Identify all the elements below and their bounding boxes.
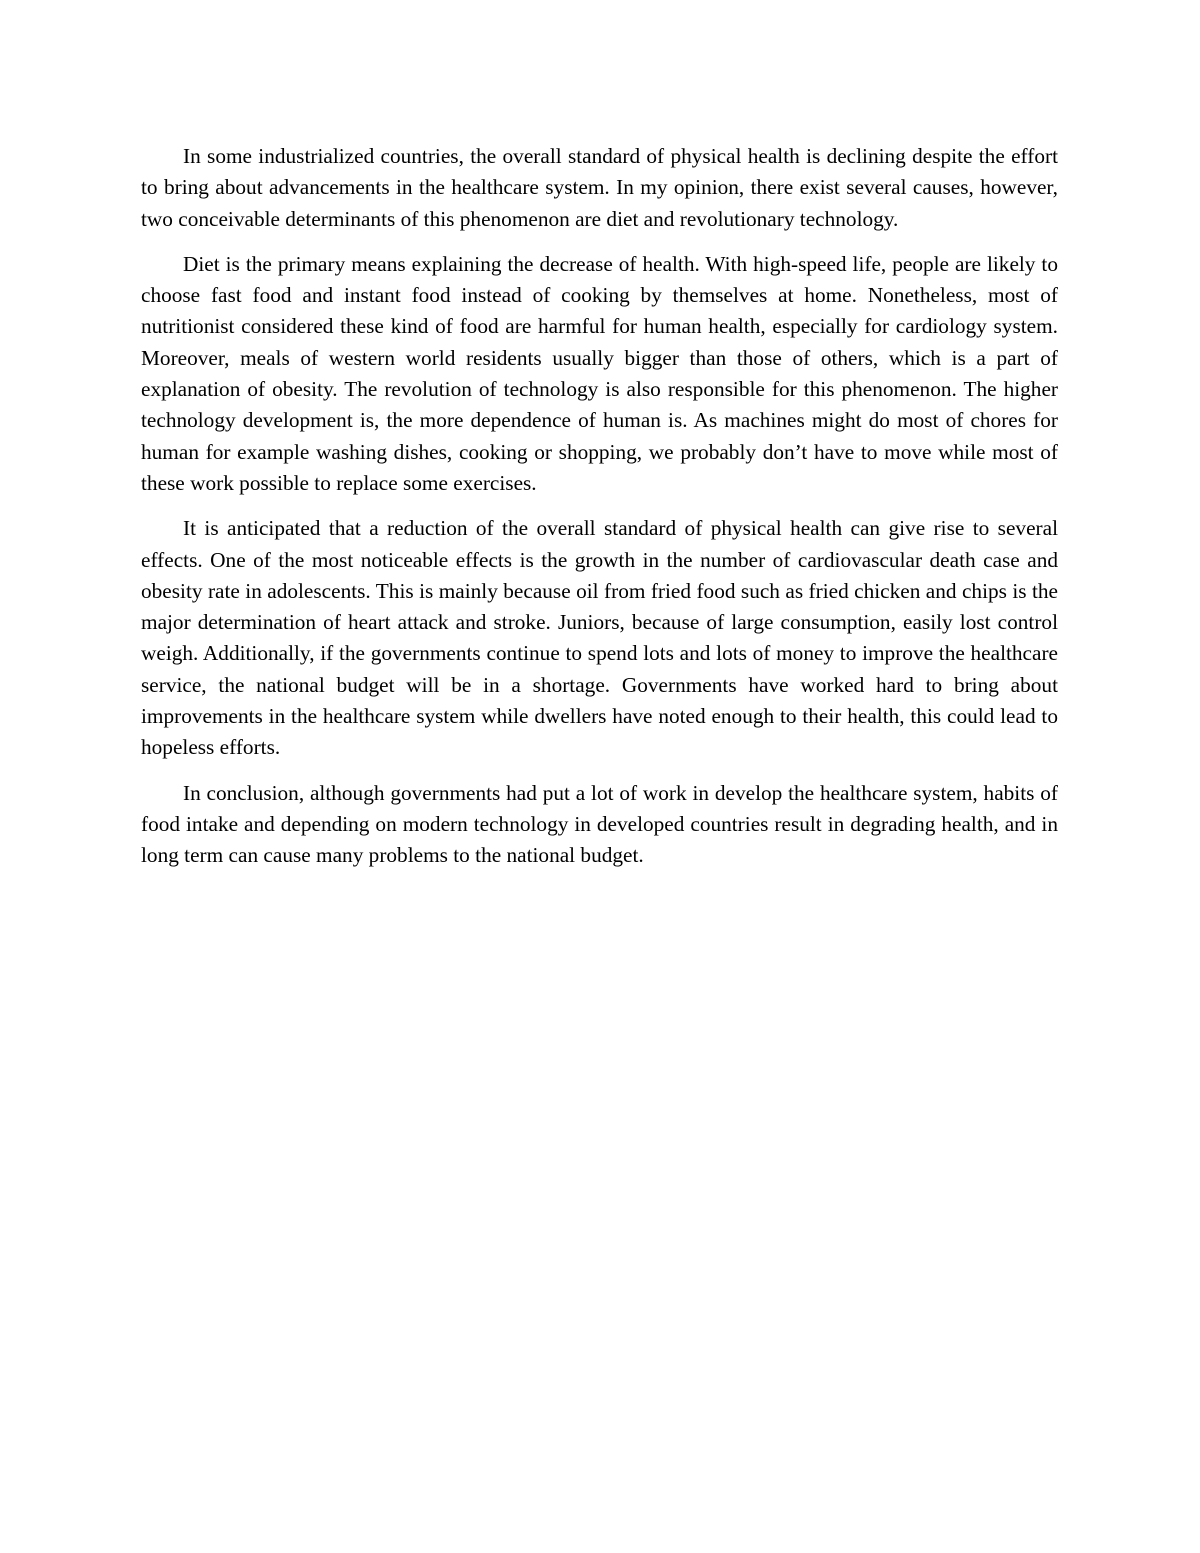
- paragraph-causes: Diet is the primary means explaining the decrease of health. With high-speed life, people are likely to choose fast food and instant food instead of cooking by themselves at home. Nonetheless, most of nutritionist considered these kind of food are harmful for human health, especially for cardiology system. Moreover, meals of western world residents usually bigger than those of others, which is a part of explanation of obesity. The revolution of technology is also responsible for this phenomenon. The higher technology development is, the more dependence of human is. As machines might do most of chores for human for example washing dishes, cooking or shopping, we probably don’t have to move while most of these work possible to replace some exercises.: [141, 251, 1058, 495]
- paragraph-conclusion: In conclusion, although governments had put a lot of work in develop the healthcare system, habits of food intake and depending on modern technology in developed countries result in degrading health, and in long term can cause many problems to the national budget.: [141, 780, 1058, 868]
- essay-body: [141, 141, 1058, 886]
- paragraph-effects: It is anticipated that a reduction of the overall standard of physical health can give rise to several effects. One of the most noticeable effects is the growth in the number of cardiovascular death case and obesity rate in adolescents. This is mainly because oil from fried food such as fried chicken and chips is the major determination of heart attack and stroke. Juniors, because of large consumption, easily lost control weigh. Additionally, if the governments continue to spend lots and lots of money to improve the healthcare service, the national budget will be in a shortage. Governments have worked hard to bring about improvements in the healthcare system while dwellers have noted enough to their health, this could lead to hopeless efforts.: [141, 516, 1058, 760]
- paragraph-introduction: In some industrialized countries, the overall standard of physical health is declining despite the effort to bring about advancements in the healthcare system. In my opinion, there exist several causes, however, two conceivable determinants of this phenomenon are diet and revolutionary technology.: [141, 144, 1058, 231]
